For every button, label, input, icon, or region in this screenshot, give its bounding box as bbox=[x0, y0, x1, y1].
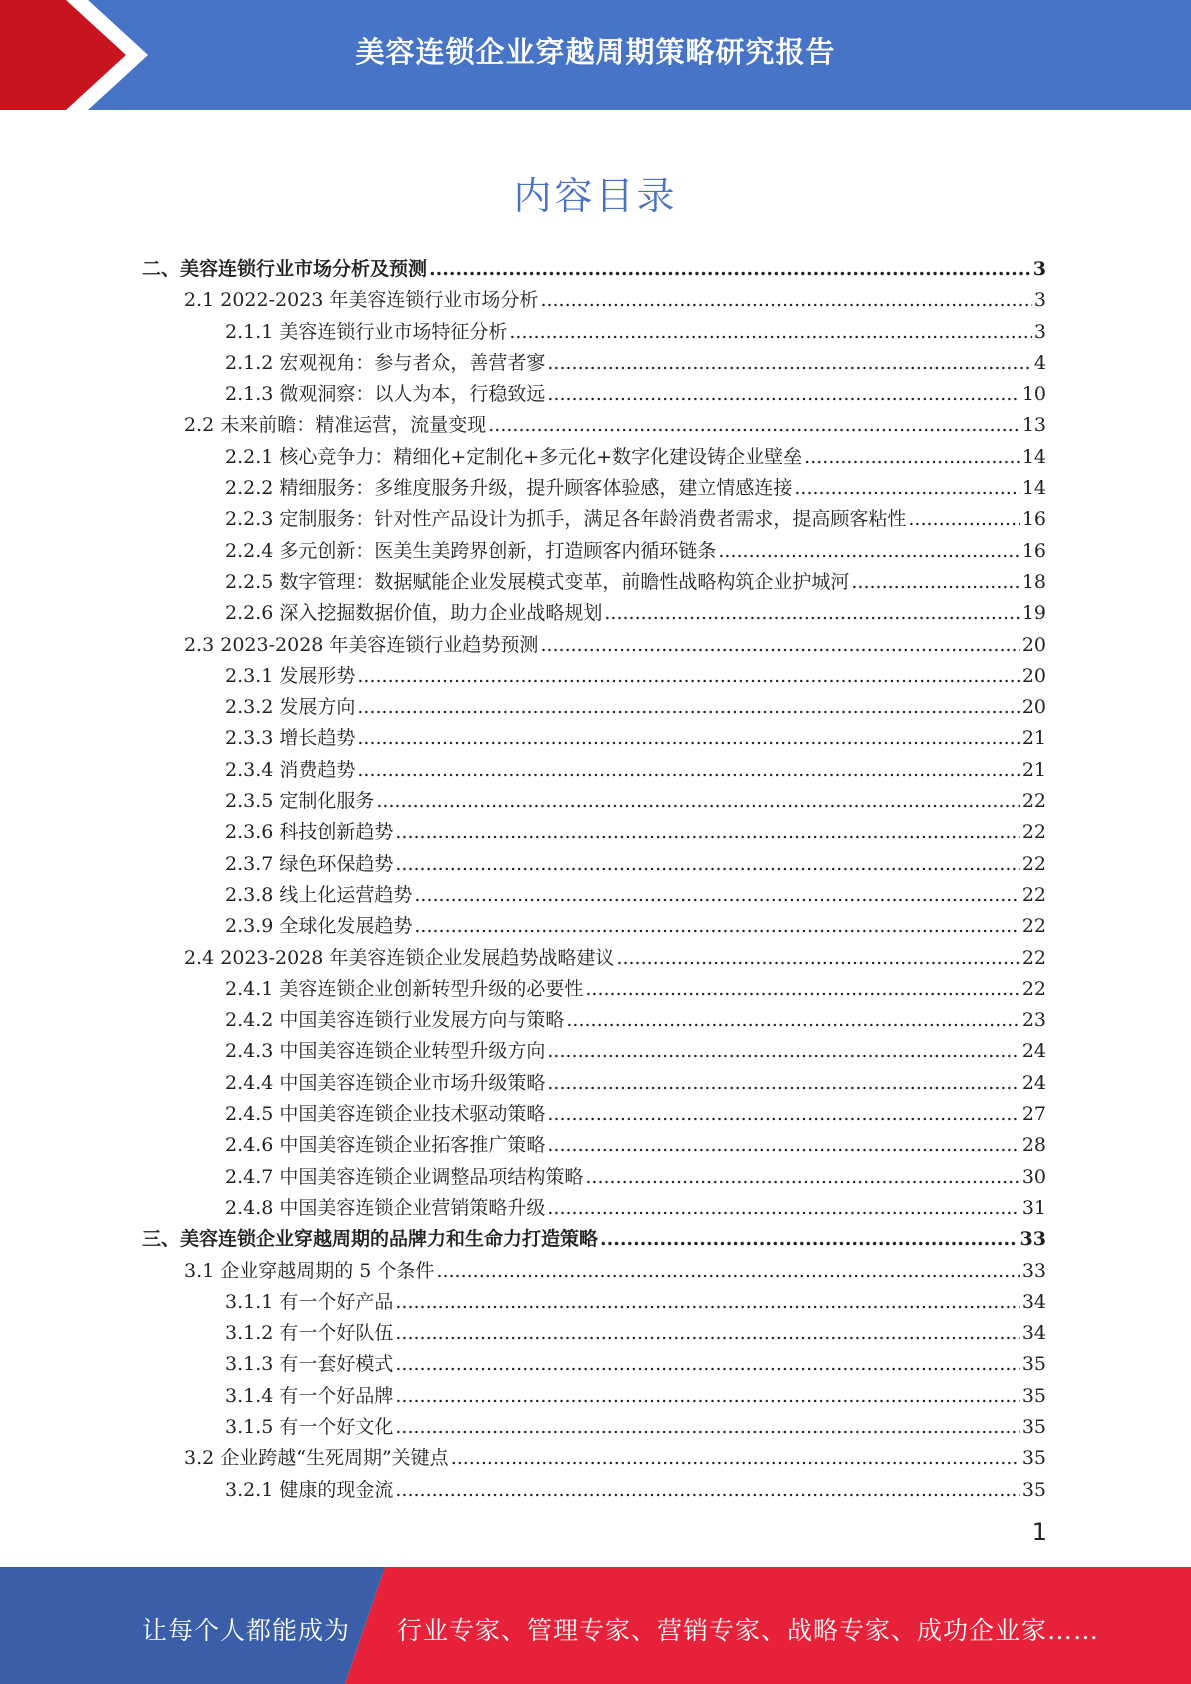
toc-entry-page: 16 bbox=[1021, 508, 1046, 531]
toc-entry-page: 3 bbox=[1033, 289, 1046, 312]
toc-dot-leader bbox=[718, 536, 1019, 567]
toc-entry[interactable] bbox=[142, 1036, 1046, 1067]
toc-dot-leader bbox=[376, 786, 1019, 817]
toc-entry-label: 2.3.6 科技创新趋势 bbox=[225, 821, 394, 844]
toc-entry-label: 2.3.9 全球化发展趋势 bbox=[225, 915, 413, 938]
toc-dot-leader bbox=[395, 849, 1019, 880]
toc-dot-leader bbox=[585, 974, 1019, 1005]
toc-entry[interactable] bbox=[142, 1412, 1046, 1443]
toc-entry[interactable] bbox=[142, 786, 1046, 817]
toc-entry[interactable] bbox=[142, 504, 1046, 535]
toc-dot-leader bbox=[395, 1381, 1019, 1412]
toc-dot-leader bbox=[908, 504, 1019, 535]
toc-dot-leader bbox=[357, 661, 1019, 692]
toc-entry-page: 20 bbox=[1021, 696, 1046, 719]
toc-entry-label: 2.2.5 数字管理：数据赋能企业发展模式变革，前瞻性战略构筑企业护城河 bbox=[225, 570, 850, 593]
toc-entry-page: 3 bbox=[1032, 258, 1046, 280]
toc-dot-leader bbox=[600, 1224, 1018, 1255]
toc-entry[interactable] bbox=[142, 692, 1046, 723]
toc-entry[interactable] bbox=[142, 410, 1046, 441]
toc-entry-page: 31 bbox=[1021, 1196, 1046, 1219]
toc-entry-label: 3.1.2 有一个好队伍 bbox=[225, 1322, 394, 1345]
report-title: 美容连锁企业穿越周期策略研究报告 bbox=[355, 35, 836, 69]
toc-dot-leader bbox=[547, 1068, 1019, 1099]
toc-entry[interactable] bbox=[142, 974, 1046, 1005]
toc-entry-page: 22 bbox=[1021, 852, 1046, 875]
toc-entry-page: 16 bbox=[1021, 539, 1046, 562]
toc-entry[interactable] bbox=[142, 348, 1046, 379]
toc-entry[interactable] bbox=[142, 1287, 1046, 1318]
toc-entry-page: 35 bbox=[1021, 1353, 1046, 1376]
toc-entry[interactable] bbox=[142, 1005, 1046, 1036]
footer-slogan-left: 让每个人都能成为 bbox=[142, 1616, 351, 1645]
toc-dot-leader bbox=[851, 567, 1019, 598]
toc-entry-page: 18 bbox=[1021, 570, 1046, 593]
toc-entry-label: 二、美容连锁行业市场分析及预测 bbox=[142, 258, 428, 280]
toc-dot-leader bbox=[547, 1036, 1019, 1067]
toc-entry[interactable] bbox=[142, 661, 1046, 692]
toc-entry-page: 23 bbox=[1021, 1009, 1046, 1032]
toc-entry-label: 3.1 企业穿越周期的 5 个条件 bbox=[184, 1259, 435, 1282]
toc-entry-label: 2.3.7 绿色环保趋势 bbox=[225, 852, 394, 875]
toc-entry-page: 14 bbox=[1021, 445, 1046, 468]
toc-entry-page: 28 bbox=[1021, 1134, 1046, 1157]
toc-entry[interactable] bbox=[142, 1256, 1046, 1287]
toc-dot-leader bbox=[357, 692, 1019, 723]
toc-entry-page: 20 bbox=[1021, 664, 1046, 687]
toc-entry-label: 2.2.4 多元创新：医美生美跨界创新，打造顾客内循环链条 bbox=[225, 539, 717, 562]
toc-entry[interactable] bbox=[142, 1349, 1046, 1380]
toc-entry-page: 22 bbox=[1021, 915, 1046, 938]
toc-entry-label: 2.2.1 核心竞争力：精细化+定制化+多元化+数字化建设铸企业壁垒 bbox=[225, 445, 803, 468]
toc-entry[interactable] bbox=[142, 911, 1046, 942]
toc-dot-leader bbox=[604, 598, 1019, 629]
table-of-contents bbox=[142, 254, 1046, 1506]
toc-entry-label: 2.3.8 线上化运营趋势 bbox=[225, 883, 413, 906]
toc-entry-label: 2.4 2023-2028 年美容连锁企业发展趋势战略建议 bbox=[184, 946, 615, 969]
toc-dot-leader bbox=[540, 285, 1031, 316]
toc-dot-leader bbox=[357, 755, 1019, 786]
toc-entry-page: 4 bbox=[1033, 351, 1046, 374]
toc-entry-label: 2.2.3 定制服务：针对性产品设计为抓手，满足各年龄消费者需求，提高顾客粘性 bbox=[225, 508, 907, 531]
toc-entry-page: 21 bbox=[1021, 758, 1046, 781]
toc-entry-label: 2.4.5 中国美容连锁企业技术驱动策略 bbox=[225, 1103, 546, 1126]
toc-entry-label: 2.3.4 消费趋势 bbox=[225, 758, 356, 781]
toc-entry-page: 21 bbox=[1021, 727, 1046, 750]
toc-dot-leader bbox=[395, 1349, 1019, 1380]
toc-dot-leader bbox=[429, 254, 1031, 285]
toc-entry[interactable] bbox=[142, 442, 1046, 473]
toc-entry[interactable] bbox=[142, 1443, 1046, 1474]
toc-entry-label: 2.3.2 发展方向 bbox=[225, 696, 356, 719]
toc-dot-leader bbox=[395, 1318, 1019, 1349]
toc-entry[interactable] bbox=[142, 849, 1046, 880]
toc-entry-label: 2.4.6 中国美容连锁企业拓客推广策略 bbox=[225, 1134, 546, 1157]
toc-dot-leader bbox=[585, 1162, 1019, 1193]
toc-entry-page: 35 bbox=[1021, 1384, 1046, 1407]
toc-entry-label: 2.2.6 深入挖掘数据价值，助力企业战略规划 bbox=[225, 602, 603, 625]
toc-dot-leader bbox=[395, 1475, 1019, 1506]
toc-entry-page: 10 bbox=[1021, 383, 1046, 406]
toc-entry[interactable] bbox=[142, 630, 1046, 661]
toc-entry-label: 2.1.1 美容连锁行业市场特征分析 bbox=[225, 320, 508, 343]
toc-entry[interactable] bbox=[142, 473, 1046, 504]
toc-entry[interactable] bbox=[142, 536, 1046, 567]
toc-entry[interactable] bbox=[142, 1162, 1046, 1193]
toc-entry[interactable] bbox=[142, 1475, 1046, 1506]
toc-entry-label: 3.1.4 有一个好品牌 bbox=[225, 1384, 394, 1407]
toc-entry-page: 24 bbox=[1021, 1071, 1046, 1094]
toc-entry-label: 2.4.4 中国美容连锁企业市场升级策略 bbox=[225, 1071, 546, 1094]
toc-entry-label: 三、美容连锁企业穿越周期的品牌力和生命力打造策略 bbox=[142, 1228, 599, 1251]
toc-entry-label: 2.4.7 中国美容连锁企业调整品项结构策略 bbox=[225, 1165, 584, 1188]
toc-dot-leader bbox=[414, 911, 1019, 942]
toc-entry[interactable] bbox=[142, 285, 1046, 316]
toc-dot-leader bbox=[357, 723, 1019, 754]
toc-entry-label: 3.1.3 有一套好模式 bbox=[225, 1353, 394, 1376]
toc-entry-label: 2.4.8 中国美容连锁企业营销策略升级 bbox=[225, 1196, 546, 1219]
toc-dot-leader bbox=[509, 317, 1032, 348]
toc-entry[interactable] bbox=[142, 880, 1046, 911]
toc-entry-page: 22 bbox=[1021, 883, 1046, 906]
toc-entry[interactable] bbox=[142, 567, 1046, 598]
toc-entry-page: 27 bbox=[1021, 1103, 1046, 1126]
toc-dot-leader bbox=[451, 1443, 1020, 1474]
toc-dot-leader bbox=[547, 1130, 1019, 1161]
toc-dot-leader bbox=[395, 1412, 1019, 1443]
toc-dot-leader bbox=[804, 442, 1020, 473]
toc-entry-page: 35 bbox=[1021, 1478, 1046, 1501]
toc-entry-page: 33 bbox=[1021, 1259, 1046, 1282]
toc-dot-leader bbox=[547, 379, 1019, 410]
toc-entry[interactable] bbox=[142, 379, 1046, 410]
toc-dot-leader bbox=[414, 880, 1019, 911]
toc-entry[interactable] bbox=[142, 943, 1046, 974]
toc-entry-label: 2.3 2023-2028 年美容连锁行业趋势预测 bbox=[184, 633, 539, 656]
toc-entry-page: 22 bbox=[1021, 821, 1046, 844]
toc-dot-leader bbox=[547, 1193, 1019, 1224]
toc-entry-label: 3.1.1 有一个好产品 bbox=[225, 1290, 394, 1313]
toc-dot-leader bbox=[794, 473, 1019, 504]
toc-entry-label: 2.3.1 发展形势 bbox=[225, 664, 356, 687]
toc-entry-page: 35 bbox=[1021, 1415, 1046, 1438]
toc-entry-label: 2.3.5 定制化服务 bbox=[225, 790, 375, 813]
toc-entry[interactable] bbox=[142, 817, 1046, 848]
toc-entry-page: 34 bbox=[1021, 1290, 1046, 1313]
toc-entry[interactable] bbox=[142, 1381, 1046, 1412]
toc-dot-leader bbox=[395, 817, 1019, 848]
toc-entry-label: 2.1.3 微观洞察：以人为本，行稳致远 bbox=[225, 383, 546, 406]
toc-dot-leader bbox=[547, 1099, 1019, 1130]
toc-dot-leader bbox=[540, 630, 1019, 661]
toc-entry[interactable] bbox=[142, 1193, 1046, 1224]
toc-entry[interactable] bbox=[142, 1224, 1046, 1255]
toc-entry-page: 20 bbox=[1021, 633, 1046, 656]
toc-entry-page: 24 bbox=[1021, 1040, 1046, 1063]
page-number: 1 bbox=[1031, 1518, 1047, 1546]
toc-entry-page: 35 bbox=[1021, 1447, 1046, 1470]
toc-entry[interactable] bbox=[142, 723, 1046, 754]
toc-entry[interactable] bbox=[142, 755, 1046, 786]
toc-entry[interactable] bbox=[142, 1130, 1046, 1161]
toc-heading: 内容目录 bbox=[513, 174, 678, 218]
toc-dot-leader bbox=[616, 943, 1019, 974]
toc-entry-label: 3.1.5 有一个好文化 bbox=[225, 1415, 394, 1438]
toc-entry-page: 34 bbox=[1021, 1322, 1046, 1345]
page-footer bbox=[0, 1567, 1191, 1684]
footer-slogan-right: 行业专家、管理专家、营销专家、战略专家、成功企业家…… bbox=[397, 1616, 1100, 1645]
toc-entry[interactable] bbox=[142, 1068, 1046, 1099]
toc-entry-page: 22 bbox=[1021, 977, 1046, 1000]
toc-entry[interactable] bbox=[142, 254, 1046, 285]
toc-entry-label: 2.1 2022-2023 年美容连锁行业市场分析 bbox=[184, 289, 539, 312]
toc-dot-leader bbox=[488, 410, 1020, 441]
toc-entry-page: 22 bbox=[1021, 946, 1046, 969]
toc-dot-leader bbox=[566, 1005, 1019, 1036]
toc-entry-label: 2.4.3 中国美容连锁企业转型升级方向 bbox=[225, 1040, 546, 1063]
toc-entry-page: 13 bbox=[1021, 414, 1046, 437]
toc-entry-label: 3.2 企业跨越“生死周期”关键点 bbox=[184, 1447, 449, 1470]
toc-entry-label: 2.2 未来前瞻：精准运营，流量变现 bbox=[184, 414, 487, 437]
toc-entry-label: 2.4.1 美容连锁企业创新转型升级的必要性 bbox=[225, 977, 584, 1000]
toc-dot-leader bbox=[395, 1287, 1019, 1318]
toc-entry-label: 3.2.1 健康的现金流 bbox=[225, 1478, 394, 1501]
toc-dot-leader bbox=[436, 1256, 1019, 1287]
toc-dot-leader bbox=[547, 348, 1032, 379]
toc-entry[interactable] bbox=[142, 598, 1046, 629]
toc-entry-label: 2.4.2 中国美容连锁行业发展方向与策略 bbox=[225, 1009, 565, 1032]
toc-entry[interactable] bbox=[142, 1099, 1046, 1130]
toc-entry-page: 19 bbox=[1021, 602, 1046, 625]
toc-entry-page: 33 bbox=[1019, 1228, 1046, 1251]
toc-entry[interactable] bbox=[142, 1318, 1046, 1349]
toc-entry-page: 3 bbox=[1033, 320, 1046, 343]
toc-entry-label: 2.3.3 增长趋势 bbox=[225, 727, 356, 750]
toc-entry-page: 14 bbox=[1021, 477, 1046, 500]
toc-entry[interactable] bbox=[142, 317, 1046, 348]
toc-entry-label: 2.2.2 精细服务：多维度服务升级，提升顾客体验感，建立情感连接 bbox=[225, 477, 793, 500]
toc-entry-page: 22 bbox=[1021, 790, 1046, 813]
toc-entry-label: 2.1.2 宏观视角：参与者众，善营者寥 bbox=[225, 351, 546, 374]
toc-entry-page: 30 bbox=[1021, 1165, 1046, 1188]
page-header bbox=[0, 0, 1191, 110]
